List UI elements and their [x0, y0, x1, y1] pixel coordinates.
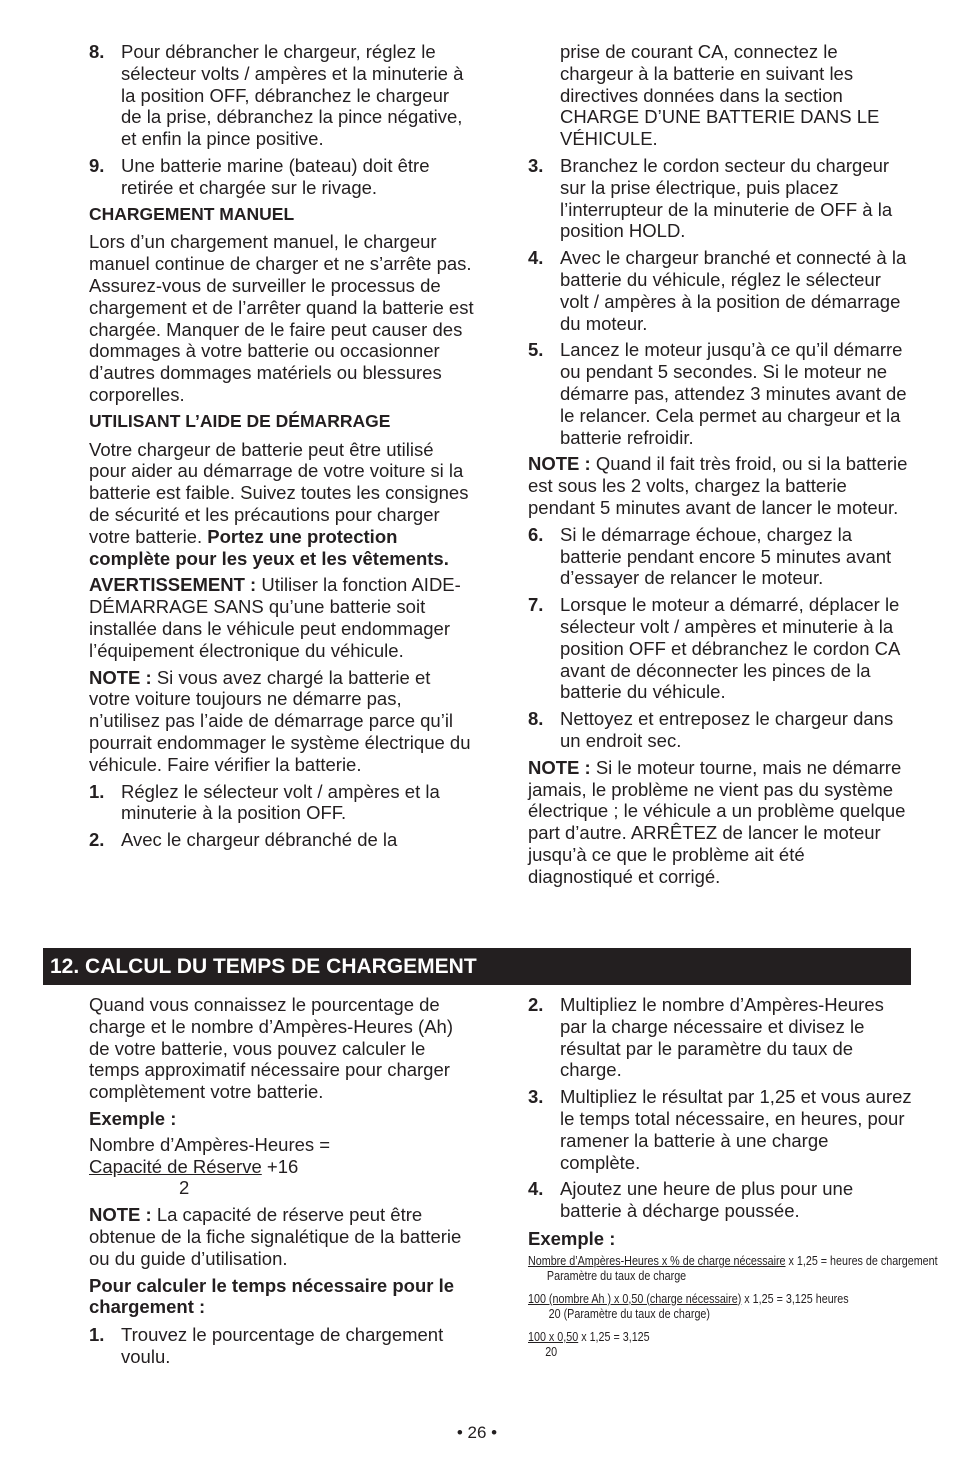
boost-assist-bold: Portez une protection complète pour les yeux et les vêtements.	[89, 525, 449, 569]
manual-charging-heading: CHARGEMENT MANUEL	[89, 203, 295, 224]
page-number: • 26 •	[456, 1423, 498, 1442]
ah-formula-numerator-line	[89, 1156, 474, 1178]
list-item	[528, 1178, 913, 1222]
list-item-continued	[528, 41, 913, 150]
list-item	[89, 829, 474, 851]
example-heading: Exemple :	[89, 1107, 177, 1129]
note-paragraph	[89, 1204, 474, 1269]
note-paragraph	[528, 453, 913, 518]
boost-assist-paragraph	[89, 439, 474, 570]
list-item	[528, 247, 913, 334]
item-text: Multipliez le nombre d’Ampères-Heures par la charge nécessaire et divisez le résultat par le paramètre du taux de charge.	[560, 994, 884, 1081]
item-number: 3.	[528, 154, 544, 176]
list-item	[89, 1324, 474, 1368]
item-number: 8.	[89, 41, 105, 62]
item-number: 1.	[89, 1324, 105, 1346]
right-column-bottom	[528, 994, 938, 1360]
list-item	[528, 339, 913, 448]
item-text: Si le démarrage échoue, chargez la batterie pendant encore 5 minutes avant d’essayer de relancer le moteur.	[560, 523, 892, 589]
formula-example-denominator: 20 (Paramètre du taux de charge)	[548, 1306, 710, 1321]
example-heading: Exemple :	[528, 1227, 616, 1249]
item-text: Trouvez le pourcentage de chargement voulu.	[121, 1324, 444, 1367]
ah-formula-line1: Nombre d’Ampères-Heures =	[89, 1133, 331, 1155]
note-paragraph	[528, 757, 913, 888]
note-label: NOTE :	[528, 453, 591, 475]
item-text: Nettoyez et entreposez le chargeur dans un endroit sec.	[560, 708, 894, 751]
right-column-top	[528, 41, 913, 892]
item-number: 5.	[528, 339, 544, 361]
item-number: 4.	[528, 1178, 544, 1200]
item-text: Avec le chargeur branché et connecté à la batterie du véhicule, réglez le sélecteur volt / ampères à la position de démarrage du moteur.	[560, 247, 907, 334]
note-label: NOTE :	[528, 756, 591, 778]
item-text: Lancez le moteur jusqu’à ce qu’il démarre ou pendant 5 secondes. Si le moteur ne démarre pas, attendez 3 minutes avant de le relancer. Cela permet au chargeur et la batterie refroidir.	[560, 339, 907, 448]
formula-general-line	[528, 1253, 938, 1269]
list-item	[528, 524, 913, 589]
formula-short-denominator: 20	[545, 1344, 558, 1359]
list-item	[528, 594, 913, 703]
formula-short-line	[528, 1330, 859, 1345]
calculation-heading: Pour calculer le temps nécessaire pour le chargement :	[89, 1274, 455, 1318]
note-text: La capacité de réserve peut être obtenue de la fiche signalétique de la batterie ou du guide d’utilisation.	[89, 1204, 462, 1269]
note-label: NOTE :	[89, 666, 152, 688]
intro-paragraph: Quand vous connaissez le pourcentage de charge et le nombre d’Ampères-Heures (Ah) de votre batterie, vous pouvez calculer le temps approximatif nécessaire pour charger complètement votre batterie.	[89, 994, 453, 1103]
note-text: Quand il fait très froid, ou si la batterie est sous les 2 volts, chargez la batterie pendant 5 minutes avant de lancer le moteur.	[528, 453, 908, 518]
note-label: NOTE :	[89, 1204, 152, 1226]
formula-general	[528, 1253, 938, 1360]
item-number: 7.	[528, 594, 544, 616]
item-number: 9.	[89, 154, 105, 176]
list-item	[528, 1086, 913, 1173]
manual-charging-text: Lors d’un chargement manuel, le chargeur manuel continue de charger et ne s’arrête pas. Assurez-vous de surveiller le processus de chargement et de l’arrêter quand la batterie est chargée. Manquer de le faire peut causer des dommages à votre batterie ou occasionner d’autres dommages matériels ou blessures corporelles.	[89, 231, 474, 405]
warning-paragraph	[89, 574, 474, 661]
formula-example-numerator: 100 (nombre Ah ) x 0,50 (charge nécessaire)	[528, 1291, 742, 1306]
note-paragraph	[89, 667, 474, 776]
left-column-top	[89, 41, 474, 856]
item-number: 2.	[89, 829, 105, 851]
formula-short-numerator: 100 x 0,50	[528, 1329, 579, 1344]
item-text: Une batterie marine (bateau) doit être retirée et chargée sur le rivage.	[121, 154, 430, 198]
left-column-bottom	[89, 994, 474, 1373]
list-item	[528, 155, 913, 242]
list-item	[89, 155, 474, 199]
section-title: 12. CALCUL DU TEMPS DE CHARGEMENT	[50, 955, 477, 978]
section-heading-banner	[43, 948, 911, 985]
item-number: 6.	[528, 523, 544, 545]
boost-assist-text: Votre chargeur de batterie peut être utilisé pour aider au démarrage de votre voiture si la batterie est faible. Suivez toutes les consignes de sécurité et les précautions pour charger votre batterie.	[89, 438, 469, 547]
item-text: Branchez le cordon secteur du chargeur sur la prise électrique, puis placez l’interrupteur de la minuterie de OFF à la position HOLD.	[560, 154, 893, 242]
ah-formula-plus: +16	[261, 1155, 299, 1177]
formula-example-rest: x 1,25 = 3,125 heures	[741, 1291, 849, 1306]
item-text: Pour débrancher le chargeur, réglez le sélecteur volts / ampères et la minuterie à la position OFF, débranchez le chargeur de la prise, débranchez la pince négative, et enfin la pince positive.	[121, 41, 464, 150]
item-text: Ajoutez une heure de plus pour une batterie à décharge poussée.	[560, 1178, 854, 1222]
warning-label: AVERTISSEMENT :	[89, 574, 257, 596]
item-number: 8.	[528, 708, 544, 730]
ah-formula-numerator: Capacité de Réserve	[89, 1155, 262, 1177]
boost-assist-heading: UTILISANT L’AIDE DE DÉMARRAGE	[89, 410, 391, 431]
item-text: Avec le chargeur débranché de la	[121, 829, 398, 851]
note-text: Si vous avez chargé la batterie et votre voiture toujours ne démarre pas, n’utilisez pas l’aide de démarrage parce qu’il pourrait endommager le système électrique du véhicule. Faire vérifier la batterie.	[89, 666, 471, 775]
list-item	[528, 708, 913, 752]
warning-text: Utiliser la fonction AIDE-DÉMARRAGE SANS qu’une batterie soit installée dans le véhicule peut endommager l’équipement électronique du véhicule.	[89, 574, 461, 661]
item-number: 2.	[528, 994, 544, 1015]
formula-general-rest: x 1,25 = heures de chargement	[785, 1253, 938, 1268]
ah-formula-denominator: 2	[179, 1177, 190, 1199]
list-item	[89, 41, 474, 150]
formula-general-numerator: Nombre d’Ampères-Heures x % de charge nécessaire	[528, 1253, 786, 1268]
note-text: Si le moteur tourne, mais ne démarre jamais, le problème ne vient pas du système électrique ; le véhicule a un problème quelque part d’autre. ARRÊTEZ de lancer le moteur jusqu’à ce que le problème ait été diagnostiqué et corrigé.	[528, 756, 906, 887]
formula-example-line	[528, 1292, 859, 1307]
item-number: 3.	[528, 1086, 544, 1108]
item-text: Multipliez le résultat par 1,25 et vous aurez le temps total nécessaire, en heures, pour ramener la batterie à une charge complète.	[560, 1086, 912, 1173]
list-item	[89, 781, 474, 825]
item-text: Lorsque le moteur a démarré, déplacer le sélecteur volt / ampères et minuterie à la position OFF et débranchez le cordon CA avant de déconnecter les pinces de la batterie du véhicule.	[560, 594, 900, 703]
item-text: Réglez le sélecteur volt / ampères et la minuterie à la position OFF.	[121, 780, 440, 824]
item-text: prise de courant CA, connectez le chargeur à la batterie en suivant les directives données dans la section CHARGE D’UNE BATTERIE DANS LE VÉHICULE.	[560, 41, 880, 150]
formula-general-denominator: Paramètre du taux de charge	[546, 1268, 687, 1283]
formula-short-rest: x 1,25 = 3,125	[578, 1329, 650, 1344]
item-number: 4.	[528, 247, 544, 269]
list-item	[528, 994, 913, 1081]
item-number: 1.	[89, 780, 105, 802]
